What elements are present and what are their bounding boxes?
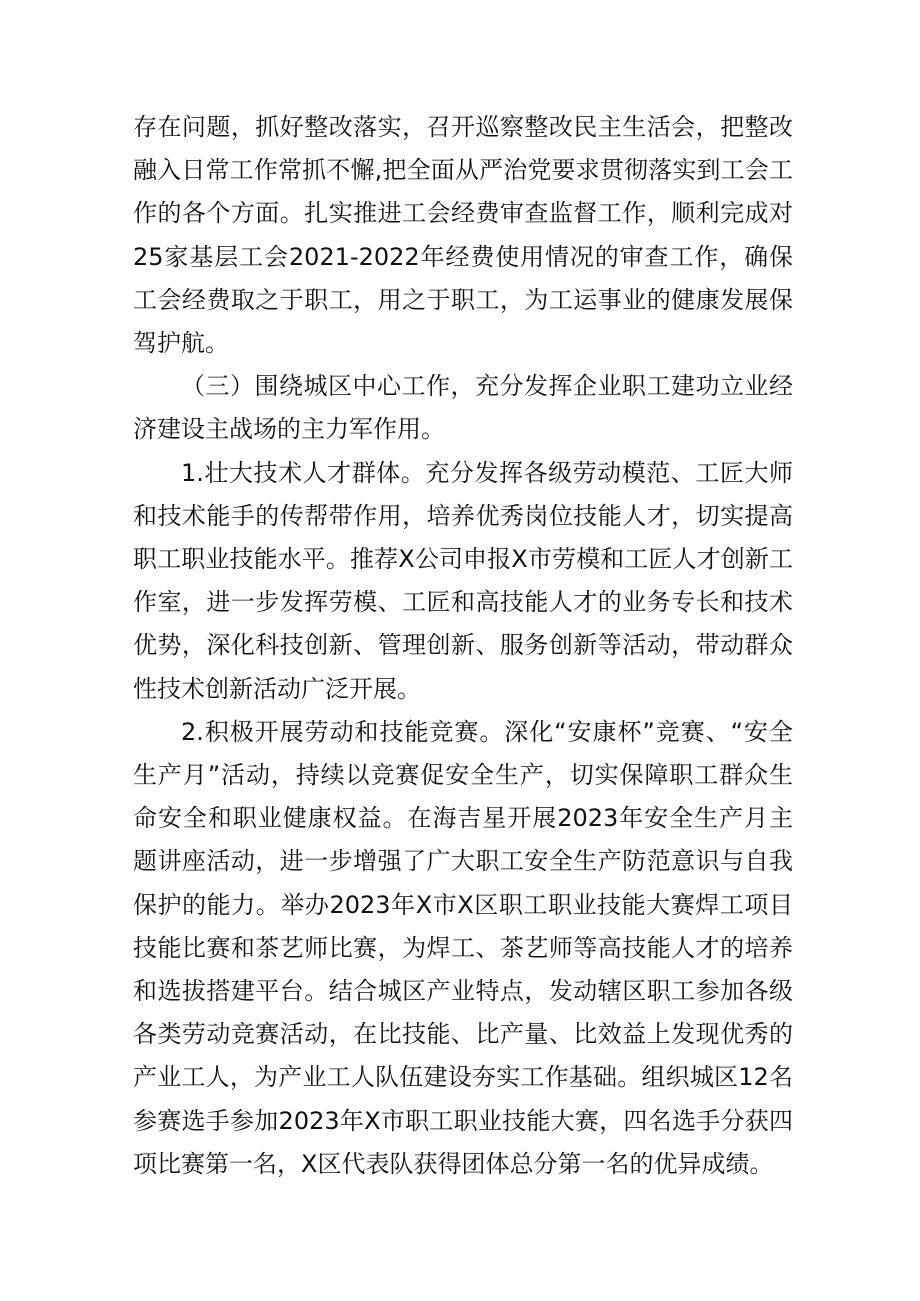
document-body bbox=[133, 106, 793, 1186]
paragraph-talent-group: 1.壮大技术人才群体。充分发挥各级劳动模范、工匠大师和技术能手的传帮带作用，培养优秀岗位技能人才，切实提高职工职业技能水平。推荐X公司申报X市劳模和工匠人才创新工作室，进一步发挥劳模、工匠和高技能人才的业务专长和技术优势，深化科技创新、管理创新、服务创新等活动，带动群众性技术创新活动广泛开展。 bbox=[133, 458, 793, 703]
section-heading-three: （三）围绕城区中心工作，充分发挥企业职工建功立业经济建设主战场的主力军作用。 bbox=[133, 372, 793, 444]
paragraph-union-audit: 存在问题，抓好整改落实，召开巡察整改民主生活会，把整改融入日常工作常抓不懈,把全面从严治党要求贯彻落实到工会工作的各个方面。扎实推进工会经费审查监督工作，顺利完成对25家基层工会2021-2022年经费使用情况的审查工作，确保工会经费取之于职工，用之于职工，为工运事业的健康发展保驾护航。 bbox=[133, 113, 793, 358]
paragraph-skills-competition: 2.积极开展劳动和技能竞赛。深化“安康杯”竞赛、“安全生产月”活动，持续以竞赛促安全生产，切实保障职工群众生命安全和职业健康权益。在海吉星开展2023年安全生产月主题讲座活动，进一步增强了广大职工安全生产防范意识与自我保护的能力。举办2023年X市X区职工职业技能大赛焊工项目技能比赛和茶艺师比赛，为焊工、茶艺师等高技能人才的培养和选拔搭建平台。结合城区产业特点，发动辖区职工参加各级各类劳动竞赛活动，在比技能、比产量、比效益上发现优秀的产业工人，为产业工人队伍建设夯实工作基础。组织城区12名参赛选手参加2023年X市职工职业技能大赛，四名选手分获四项比赛第一名，X区代表队获得团体总分第一名的优异成绩。 bbox=[133, 717, 793, 1178]
